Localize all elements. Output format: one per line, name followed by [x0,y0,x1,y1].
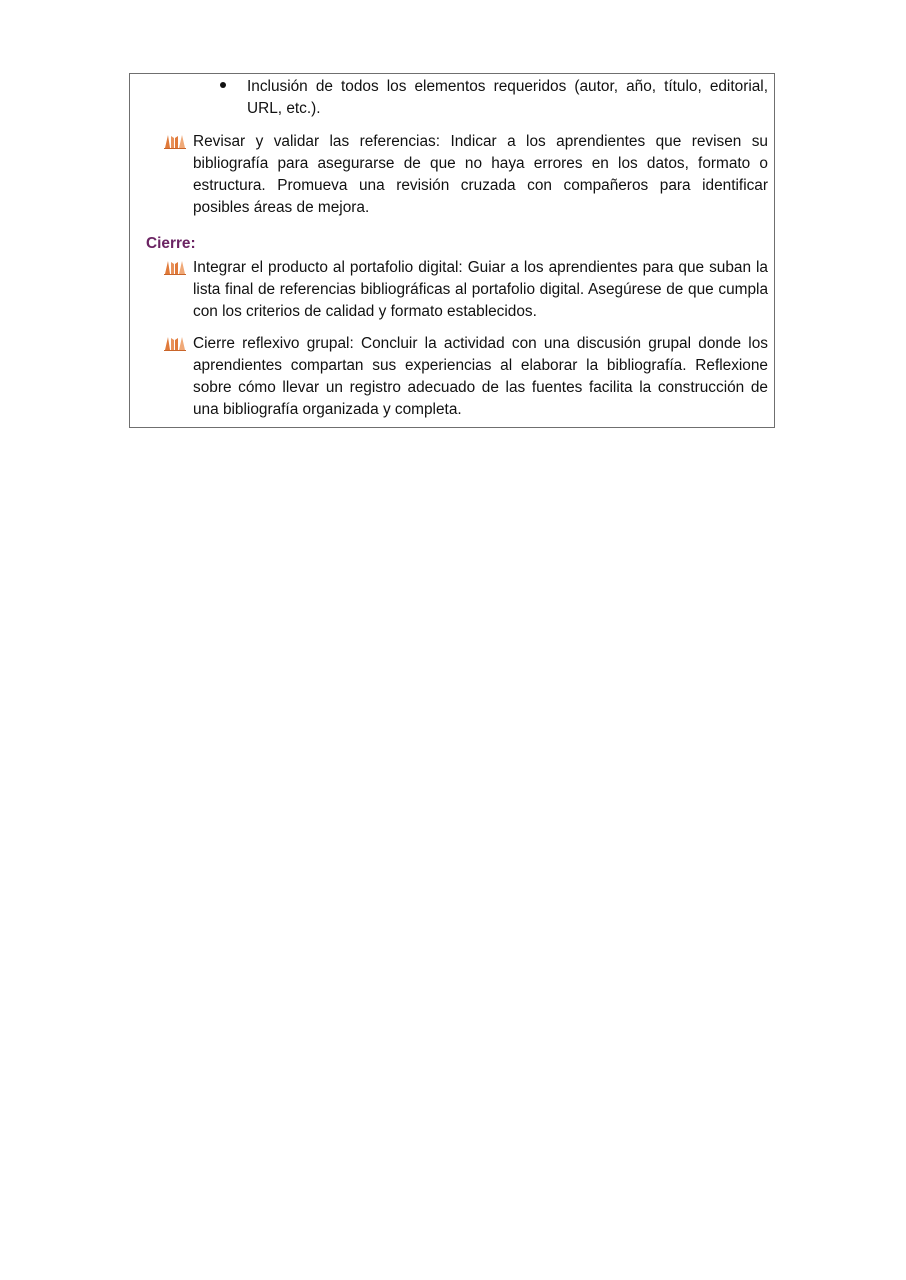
section-heading-cierre: Cierre: [146,235,196,252]
list-item-text: Integrar el producto al portafolio digital: Guiar a los aprendientes para que suban la lista final de referencias bibliográficas al portafolio digital. Asegúrese de que cumpla con los criterios de calidad y formato establecidos. [193,259,768,320]
book-pages-icon [164,260,186,275]
activity-content-box [129,73,775,428]
book-pages-icon [164,336,186,351]
list-item-text: Cierre reflexivo grupal: Concluir la actividad con una discusión grupal donde los aprendientes compartan sus experiencias al elaborar la bibliografía. Reflexione sobre cómo llevar un registro adecuado de las fuentes facilita la construcción de una bibliografía organizada y completa. [193,335,768,418]
list-item-text: Revisar y validar las referencias: Indicar a los aprendientes que revisen su bibliografía para asegurarse de que no haya errores en los datos, formato o estructura. Promueva una revisión cruzada con compañeros para identificar posibles áreas de mejora. [193,133,768,216]
book-pages-icon [164,134,186,149]
sub-bullet-text: Inclusión de todos los elementos requeridos (autor, año, título, editorial, URL, etc.). [247,78,768,117]
bullet-dot-icon [220,82,226,88]
